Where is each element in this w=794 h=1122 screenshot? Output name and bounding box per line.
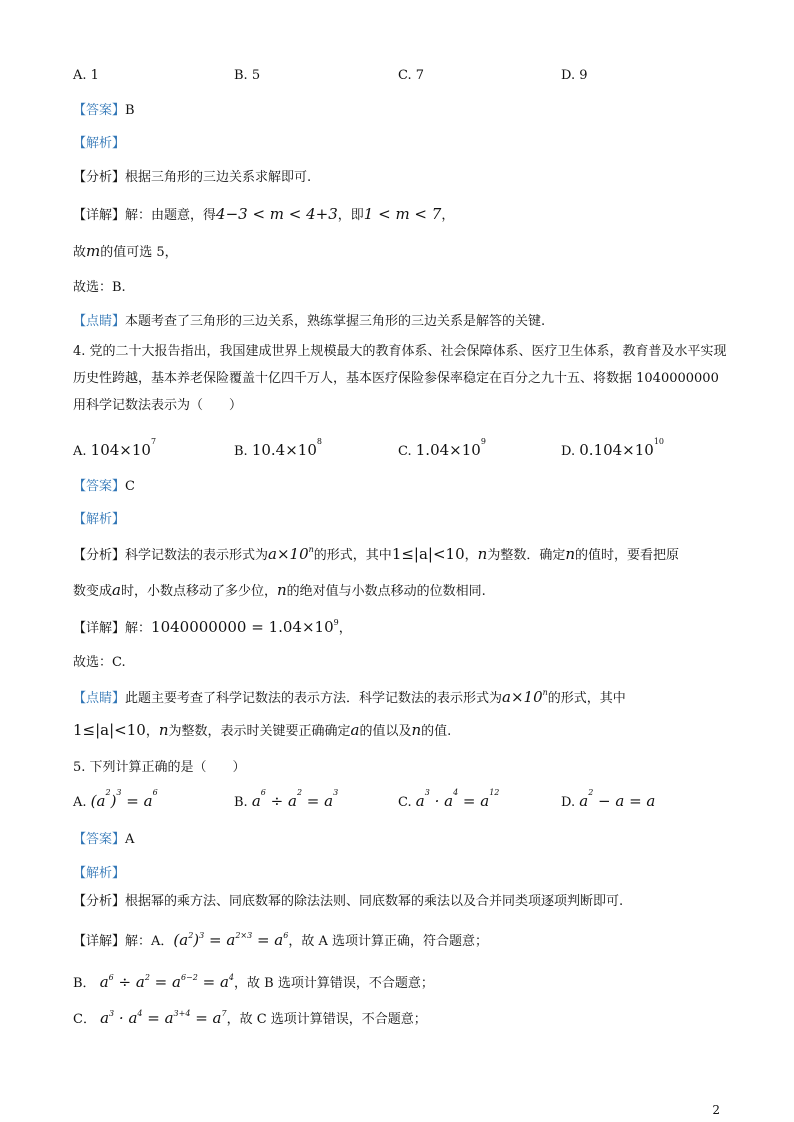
comment-text: 本题考查了三角形的三边关系，熟练掌握三角形的三边关系是解答的关键. <box>125 314 546 329</box>
text: 此题主要考查了科学记数法的表示方法．科学记数法的表示形式为 <box>125 691 503 706</box>
q4-detail <box>73 617 728 639</box>
text: 的值时，要看把原 <box>575 548 680 563</box>
detail-mid: ，即 <box>337 208 364 223</box>
text: 的形式，其中 <box>547 691 626 706</box>
q4-comment-line2 <box>73 720 728 742</box>
exponent: 8 <box>316 437 322 446</box>
q3-comment <box>73 312 728 332</box>
math-a: a <box>350 721 360 739</box>
q4-fenxi-line2 <box>73 580 728 602</box>
exponent: 7 <box>150 437 157 446</box>
exponent: 9 <box>480 437 486 446</box>
q3-option-a: A. 1 <box>73 68 99 83</box>
comment-tag: 【点睛】 <box>73 314 126 329</box>
label: D. <box>561 444 576 459</box>
text: ， <box>464 548 478 563</box>
text: ，故 A 选项计算正确，符合题意； <box>288 934 489 949</box>
answer-tag: 【答案】 <box>73 832 126 847</box>
answer-value: C <box>125 479 135 494</box>
exponent: n <box>308 545 314 554</box>
math: 1040000000 = 1.04×10 <box>151 618 334 636</box>
formula-c: $a^3 \cdot a^4 = a^{12}$ <box>415 788 500 810</box>
label: B． <box>73 976 96 991</box>
answer-value: B <box>125 103 135 118</box>
q5-detail-c <box>73 1008 728 1030</box>
math: 1≤|a|<10 <box>73 721 146 739</box>
q4-choose: 故选：C. <box>73 655 126 670</box>
text: 的值可选 5， <box>100 245 178 260</box>
math: a×10 <box>268 545 309 563</box>
q4-stem: 4. 党的二十大报告指出，我国建成世界上规模最大的教育体系、社会保障体系、医疗卫生体系，教育普及水平实现历史性跨越，基本养老保险覆盖十亿四千万人，基本医疗保险参保率稳定在百分之九十五、将数据 1040000000 用科学记数法表示为（ ） <box>73 344 727 413</box>
text: 科学记数法的表示形式为 <box>125 548 269 563</box>
label: A. <box>73 795 87 810</box>
q3-fenxi <box>73 168 728 188</box>
q3-detail-line2 <box>73 241 728 263</box>
text: 为整数．确定 <box>487 548 566 563</box>
text: ， <box>145 724 159 739</box>
comment-tag: 【点睛】 <box>73 691 126 706</box>
q4-option-a <box>73 437 157 459</box>
exponent: 9 <box>333 618 339 627</box>
q3-option-d: D. 9 <box>561 68 588 83</box>
text: 解： <box>125 621 152 636</box>
detail-tag: 【详解】 <box>73 208 126 223</box>
q3-detail <box>73 204 728 226</box>
text: ，故 B 选项计算错误，不合题意； <box>234 976 434 991</box>
q5-answer <box>73 830 728 850</box>
q4-fenxi-line1 <box>73 544 728 566</box>
q5-analysis-tag: 【解析】 <box>73 866 126 881</box>
text: 的绝对值与小数点移动的位数相同. <box>286 584 486 599</box>
q4-comment-line1 <box>73 687 728 709</box>
text: 为整数，表示时关键要正确确定 <box>168 724 351 739</box>
q5-option-c <box>398 788 500 810</box>
q3-choose: 故选：B. <box>73 280 126 295</box>
math: 0.104×10 <box>579 441 654 459</box>
text: ， <box>338 621 352 636</box>
math-n: n <box>411 721 422 739</box>
label: C． <box>73 1012 96 1027</box>
detail-inequality-2: 1 < m < 7 <box>363 205 442 223</box>
q5-option-a <box>73 788 158 810</box>
q5-detail-b <box>73 972 728 994</box>
label: A. <box>73 444 87 459</box>
answer-value: A <box>125 832 135 847</box>
q4-option-d <box>561 437 665 459</box>
detail-tag: 【详解】 <box>73 621 126 636</box>
math: 104×10 <box>90 441 151 459</box>
detail-pre: 解：由题意，得 <box>125 208 217 223</box>
label: C. <box>398 795 412 810</box>
formula-a: $(a^2)^3 = a^6$ <box>90 788 158 810</box>
q4-answer <box>73 477 728 497</box>
formula-detail-a: $(a^2)^3 = a^{2\times 3} = a^6$ <box>173 931 289 949</box>
q3-answer <box>73 101 728 121</box>
formula-b: $a^6 \div a^2 = a^3$ <box>251 788 339 810</box>
math: 10.4×10 <box>251 441 317 459</box>
exponent: n <box>542 688 548 697</box>
q3-analysis-tag: 【解析】 <box>73 136 126 151</box>
label: B. <box>234 795 248 810</box>
label: B. <box>234 444 248 459</box>
math-n: n <box>477 545 488 563</box>
math: 1.04×10 <box>415 441 481 459</box>
q3-option-c: C. 7 <box>398 68 425 83</box>
math: a×10 <box>502 688 543 706</box>
detail-end: ， <box>441 208 455 223</box>
math-m: m <box>86 242 101 260</box>
math-n: n <box>276 581 287 599</box>
label: D. <box>561 795 576 810</box>
fenxi-tag: 【分析】 <box>73 170 126 185</box>
fenxi-tag: 【分析】 <box>73 548 126 563</box>
answer-tag: 【答案】 <box>73 479 126 494</box>
detail-inequality-1: 4−3 < m < 4+3 <box>216 205 338 223</box>
q5-option-b <box>234 788 339 810</box>
q5-fenxi <box>73 892 728 912</box>
page-number: 2 <box>712 1103 720 1117</box>
fenxi-text: 根据幂的乘方法、同底数幂的除法法则、同底数幂的乘法以及合并同类项逐项判断即可. <box>125 894 624 909</box>
q4-analysis-tag: 【解析】 <box>73 512 126 527</box>
q3-option-b: B. 5 <box>234 68 261 83</box>
answer-tag: 【答案】 <box>73 103 126 118</box>
math: 1≤|a|<10 <box>391 545 465 563</box>
q4-option-b <box>234 437 322 459</box>
q5-stem: 5. 下列计算正确的是（ ） <box>73 760 246 775</box>
text: ，故 C 选项计算错误，不合题意； <box>226 1012 427 1027</box>
math-n: n <box>565 545 576 563</box>
fenxi-text: 根据三角形的三边关系求解即可. <box>125 170 312 185</box>
text: 的形式，其中 <box>313 548 392 563</box>
label: C. <box>398 444 412 459</box>
text: 时，小数点移动了多少位， <box>120 584 277 599</box>
detail-tag: 【详解】 <box>73 934 126 949</box>
q4-option-c <box>398 437 486 459</box>
fenxi-tag: 【分析】 <box>73 894 126 909</box>
formula-detail-c: $a^3 \cdot a^4 = a^{3+4} = a^7$ <box>100 1009 227 1027</box>
q5-option-d <box>561 788 656 810</box>
formula-d: $a^2 - a = a$ <box>579 788 656 810</box>
text: 的值. <box>421 724 452 739</box>
formula-detail-b: $a^6 \div a^2 = a^{6-2} = a^4$ <box>99 973 235 991</box>
q5-detail-a <box>73 930 728 952</box>
text: 解：A． <box>125 934 174 949</box>
text: 故 <box>73 245 87 260</box>
math-n: n <box>158 721 169 739</box>
math-a: a <box>112 581 121 599</box>
text: 的值以及 <box>359 724 412 739</box>
text: 数变成 <box>73 584 113 599</box>
exponent: 10 <box>653 437 665 446</box>
